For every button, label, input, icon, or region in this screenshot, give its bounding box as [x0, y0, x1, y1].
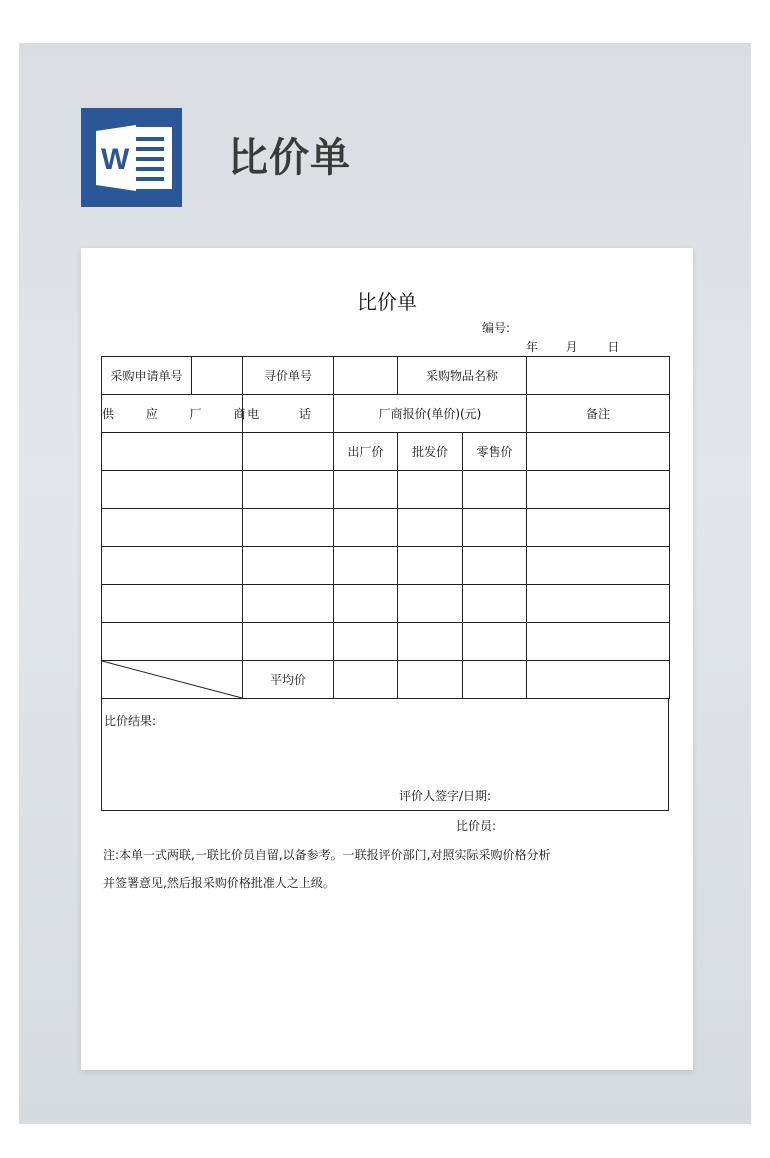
table-cell[interactable] [243, 509, 334, 547]
document-title: 比价单 [357, 290, 417, 314]
inquiry-no-label: 寻价单号 [243, 357, 334, 395]
table-cell[interactable] [527, 433, 670, 471]
header-title: 比价单 [228, 135, 351, 181]
number-label: 编号: [482, 321, 511, 335]
table-cell[interactable] [463, 623, 527, 661]
table-cell[interactable] [243, 471, 334, 509]
table-row [102, 509, 670, 547]
table-row [102, 623, 670, 661]
table-row [102, 395, 670, 433]
word-icon [81, 108, 182, 207]
document-page [81, 248, 693, 1070]
table-cell[interactable] [102, 623, 243, 661]
average-price-label: 平均价 [243, 661, 334, 699]
diagonal-cell [102, 661, 243, 699]
note-line-2: 并签署意见,然后报采购价格批准人之上级。 [103, 876, 335, 890]
result-box[interactable] [101, 698, 669, 811]
table-cell[interactable] [334, 471, 398, 509]
table-cell[interactable] [398, 661, 463, 699]
table-cell[interactable] [243, 623, 334, 661]
table-cell[interactable] [463, 585, 527, 623]
evaluator-sign-label: 评价人签字/日期: [399, 789, 492, 803]
table-cell[interactable] [243, 547, 334, 585]
table-cell[interactable] [102, 509, 243, 547]
svg-text:W: W [101, 143, 130, 176]
table-row [102, 433, 670, 471]
table-row [102, 585, 670, 623]
table-cell[interactable] [527, 661, 670, 699]
table-cell[interactable] [334, 509, 398, 547]
table-cell[interactable] [398, 509, 463, 547]
table-cell[interactable] [334, 547, 398, 585]
table-cell[interactable] [527, 509, 670, 547]
comparer-label: 比价员: [456, 819, 497, 833]
purchase-request-no-cell[interactable] [192, 357, 243, 395]
factory-price-header: 出厂价 [334, 433, 398, 471]
retail-price-header: 零售价 [463, 433, 527, 471]
table-cell[interactable] [398, 585, 463, 623]
day-label: 日 [607, 340, 620, 354]
table-cell[interactable] [243, 433, 334, 471]
item-name-cell[interactable] [527, 357, 670, 395]
month-label: 月 [565, 340, 578, 354]
table-row [102, 357, 670, 395]
quote-header: 厂商报价(单价)(元) [334, 395, 527, 433]
table-cell[interactable] [463, 471, 527, 509]
table-cell[interactable] [527, 547, 670, 585]
table-cell[interactable] [398, 471, 463, 509]
table-cell[interactable] [102, 547, 243, 585]
supplier-header: 供 应 厂 商 [102, 395, 243, 433]
result-label: 比价结果: [104, 714, 157, 728]
diagonal-line [102, 661, 242, 698]
table-row [102, 471, 670, 509]
table-cell[interactable] [527, 623, 670, 661]
table-cell[interactable] [463, 509, 527, 547]
table-cell[interactable] [102, 585, 243, 623]
table-row [102, 661, 670, 699]
year-label: 年 [526, 340, 539, 354]
table-cell[interactable] [334, 661, 398, 699]
price-comparison-table [101, 356, 670, 699]
inquiry-no-cell[interactable] [334, 357, 398, 395]
remarks-header: 备注 [527, 395, 670, 433]
table-cell[interactable] [398, 623, 463, 661]
purchase-request-no-label: 采购申请单号 [102, 357, 192, 395]
table-cell[interactable] [102, 471, 243, 509]
table-cell[interactable] [463, 661, 527, 699]
table-cell[interactable] [243, 585, 334, 623]
table-cell[interactable] [102, 433, 243, 471]
table-cell[interactable] [334, 585, 398, 623]
date-line [526, 338, 619, 355]
table-cell[interactable] [398, 547, 463, 585]
table-cell[interactable] [527, 585, 670, 623]
table-row [102, 547, 670, 585]
table-cell[interactable] [527, 471, 670, 509]
note-line-1: 注:本单一式两联,一联比价员自留,以备参考。一联报评价部门,对照实际采购价格分析 [103, 848, 551, 862]
table-cell[interactable] [334, 623, 398, 661]
phone-header: 电 话 [243, 395, 334, 433]
wholesale-price-header: 批发价 [398, 433, 463, 471]
table-cell[interactable] [463, 547, 527, 585]
item-name-label: 采购物品名称 [398, 357, 527, 395]
